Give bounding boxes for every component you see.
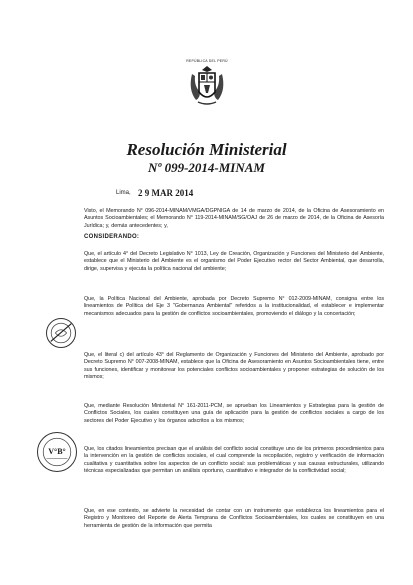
considerando-paragraph-6: Que, en ese contexto, se advierte la necesidad de contar con un instrumento que establezca los lineamientos para el Registro y Monitoreo del Reporte de Alerta Temprana de Conflictos Socioambientales, los cuales se constituyen en una herramienta de gestión de la información que permita (84, 508, 384, 529)
visto-paragraph: Visto, el Memorando N° 096-2014-MINAM/VMGA/DGPNIGA de 14 de marzo de 2014, de la Oficina de Asesoramiento en Asuntos Socioambientales; el Memorando N° 119-2014-MINAM/SG/OAJ de 26 de marzo de 2014, de la Oficina de Asesoría Jurídica; y, demás antecedentes; y, (84, 208, 384, 229)
considerando-paragraph-2: Que, la Política Nacional del Ambiente, aprobada por Decreto Supremo N° 012-2009-MINAM, consigna entre los lineamientos de Política del Eje 3 "Gobernanza Ambiental" referidos a la institucionalidad, el establecer e implementar mecanismos adecuados para la gestión de conflictos socioambientales, promoviendo el diálogo y la concertación; (84, 296, 384, 317)
seal-vb-text: V°B° (48, 447, 66, 456)
crest-caption: REPÚBLICA DEL PERÚ (186, 59, 228, 63)
considerando-paragraph-5: Que, los citados lineamientos precisan que el análisis del conflicto social constituye uno de los primeros procedimientos para la intervención en la gestión de conflictos sociales, el cual comprende la recopilación, registro y verificación de información cualitativa y cuantitativa sobre los aspectos de un conflicto social: sus problemáticas y sus causas estructurales, utilizando técnicas especializadas que permitan un análisis oportuno, cuantitativo e integrador de la conflictividad social; (84, 446, 384, 474)
approval-seal-vb-icon (37, 432, 77, 472)
considerando-paragraph-3: Que, el literal c) del artículo 43° del Reglamento de Organización y Funciones del Ministerio del Ambiente, aprobado por Decreto Supremo N° 007-2008-MINAM, establece que la Oficina de Asesoramiento en Asuntos Socioambientales tiene, entre sus funciones, identificar y monitorear los potenciales conflictos socioambientales y proponer estrategias de solución de los mismos; (84, 352, 384, 380)
date-value: 2 9 MAR 2014 (138, 188, 194, 198)
document-title: Resolución Ministerial (126, 140, 287, 159)
considerando-paragraph-1: Que, el artículo 4° del Decreto Legislativo N° 1013, Ley de Creación, Organización y Funciones del Ministerio del Ambiente, establece que el Ministerio del Ambiente es el organismo del Poder Ejecutivo rector del Sector Ambiental, que desarrolla, dirige, supervisa y ejecuta la política nacional del ambiente; (84, 251, 384, 272)
approval-seal-stamp-icon (46, 318, 76, 348)
resolution-number: Nº 099-2014-MINAM (148, 160, 265, 175)
coat-of-arms-icon (186, 62, 228, 108)
date-label: Lima, (116, 190, 131, 196)
considerando-heading: CONSIDERANDO: (84, 234, 140, 240)
considerando-paragraph-4: Que, mediante Resolución Ministerial N° 161-2011-PCM, se aprueban los Lineamientos y Estrategias para la gestión de Conflictos Sociales, los cuales constituyen una guía de aplicación para la gestión de conflictos sociales a cargo de los sectores del Poder Ejecutivo y los órganos adscritos a los mismos; (84, 403, 384, 424)
